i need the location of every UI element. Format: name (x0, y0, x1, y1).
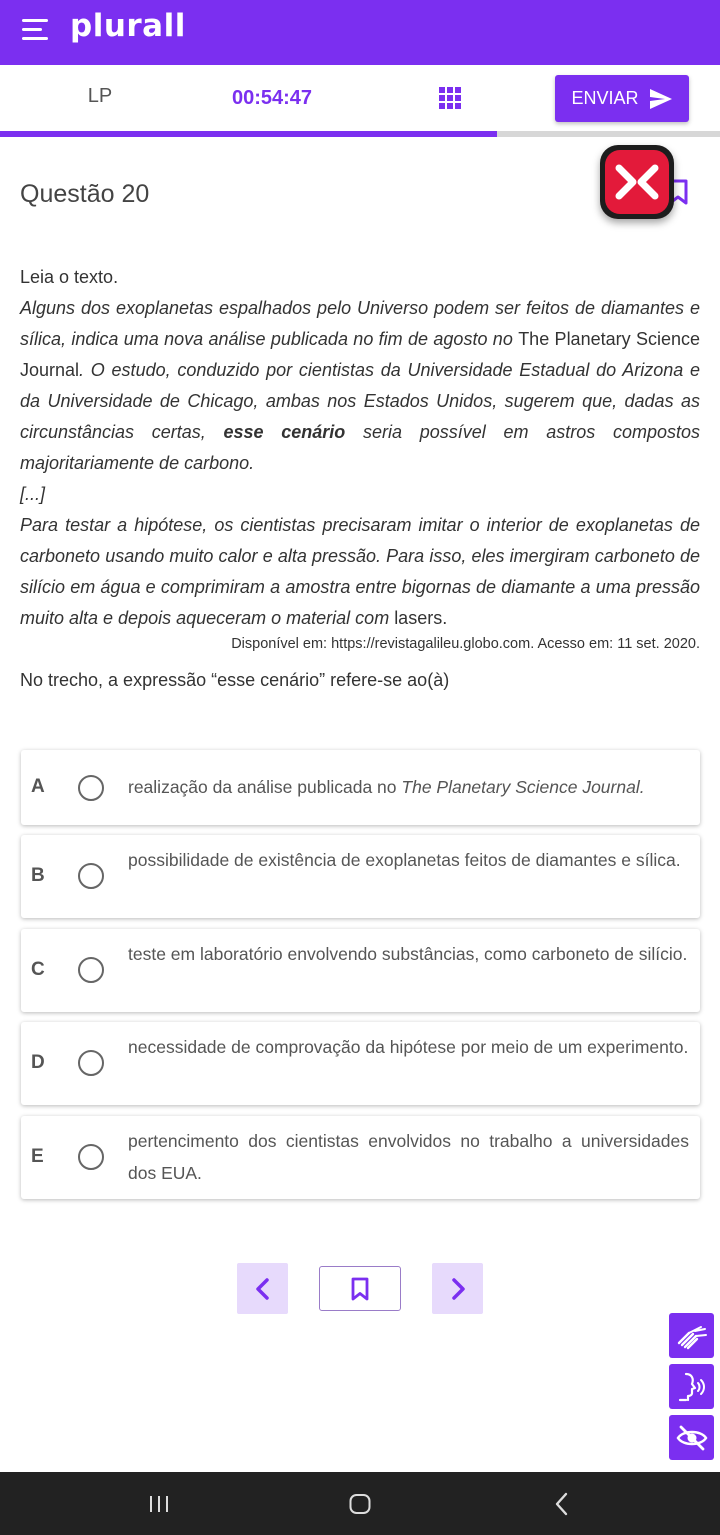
option-d[interactable] (21, 1022, 700, 1105)
option-letter: C (31, 959, 45, 980)
subject-label: LP (87, 85, 113, 107)
option-text: pertencimento dos cientistas envolvidos no trabalho a universidades dos EUA. (128, 1131, 689, 1183)
text-paragraph-1: Alguns dos exoplanetas espalhados pelo Universo podem ser feitos de diamantes e sílica, indica uma nova análise publicada no fim de agosto no The Planetary Science Journal. O estudo, conduzido por cientistas da Universidade Estadual do Arizona e da Universidade de Chicago, ambas nos Estados Unidos, sugerem que, dadas as circunstâncias certas, esse cenário seria possível em astros compostos majoritariamente de carbono. (20, 298, 700, 473)
mark-question-button[interactable] (319, 1266, 401, 1311)
home-icon (348, 1492, 372, 1516)
progress-bar (0, 131, 720, 137)
recent-apps-button[interactable] (119, 1472, 199, 1535)
exam-header (0, 65, 720, 132)
hamburger-menu-icon[interactable] (22, 17, 50, 43)
progress-fill (0, 131, 497, 137)
option-b[interactable] (21, 835, 700, 918)
visibility-toggle-button[interactable] (669, 1415, 714, 1460)
option-radio[interactable] (78, 775, 104, 801)
sign-language-button[interactable] (669, 1313, 714, 1358)
app-bar (0, 0, 720, 65)
eye-off-icon (675, 1424, 709, 1452)
option-e[interactable] (21, 1116, 700, 1199)
grid-icon[interactable] (439, 87, 461, 109)
home-button[interactable] (320, 1472, 400, 1535)
chevron-left-icon (253, 1277, 273, 1301)
text-ellipsis: [...] (20, 484, 46, 504)
send-button[interactable] (555, 75, 689, 122)
text-intro: Leia o texto. (20, 267, 119, 287)
text-to-speech-button[interactable] (669, 1364, 714, 1409)
option-c[interactable] (21, 929, 700, 1012)
speech-icon (675, 1371, 709, 1403)
close-icon (605, 150, 669, 214)
bookmark-icon (349, 1276, 371, 1302)
question-text (20, 262, 700, 634)
question-title: Questão 20 (20, 180, 150, 208)
recent-apps-icon (147, 1493, 171, 1515)
previous-question-button[interactable] (237, 1263, 288, 1314)
exam-timer: 00:54:47 (231, 87, 313, 109)
next-question-button[interactable] (432, 1263, 483, 1314)
option-radio[interactable] (78, 1144, 104, 1170)
option-text: realização da análise publicada no The Planetary Science Journal. (128, 777, 645, 797)
option-text: teste em laboratório envolvendo substâncias, como carboneto de silício. (128, 944, 688, 964)
option-radio[interactable] (78, 863, 104, 889)
option-radio[interactable] (78, 957, 104, 983)
chevron-right-icon (448, 1277, 468, 1301)
back-icon (552, 1491, 572, 1517)
question-prompt: No trecho, a expressão “esse cenário” refere-se ao(à) (20, 670, 450, 690)
floating-overlay-button[interactable] (600, 145, 674, 219)
option-text: necessidade de comprovação da hipótese por meio de um experimento. (128, 1037, 689, 1057)
option-letter: B (31, 865, 45, 886)
option-letter: D (31, 1052, 45, 1073)
back-button[interactable] (522, 1472, 602, 1535)
sign-language-icon (675, 1321, 709, 1351)
system-navigation-bar (0, 1472, 720, 1535)
send-button-label: ENVIAR (571, 88, 639, 108)
option-radio[interactable] (78, 1050, 104, 1076)
overlay-badge (605, 150, 669, 214)
app-logo[interactable]: plurall (70, 8, 186, 44)
send-icon (649, 88, 673, 110)
option-text: possibilidade de existência de exoplanetas feitos de diamantes e sílica. (128, 850, 681, 870)
option-a[interactable] (21, 750, 700, 825)
text-source: Disponível em: https://revistagalileu.globo.com. Acesso em: 11 set. 2020. (231, 636, 700, 652)
option-letter: A (31, 776, 45, 797)
option-letter: E (31, 1146, 44, 1167)
text-paragraph-2: Para testar a hipótese, os cientistas precisaram imitar o interior de exoplanetas de carboneto usando muito calor e alta pressão. Para isso, eles imergiram carboneto de silício em água e comprimiram a amostra entre bigornas de diamante a uma pressão muito alta e depois aqueceram o material com lasers. (20, 515, 700, 628)
